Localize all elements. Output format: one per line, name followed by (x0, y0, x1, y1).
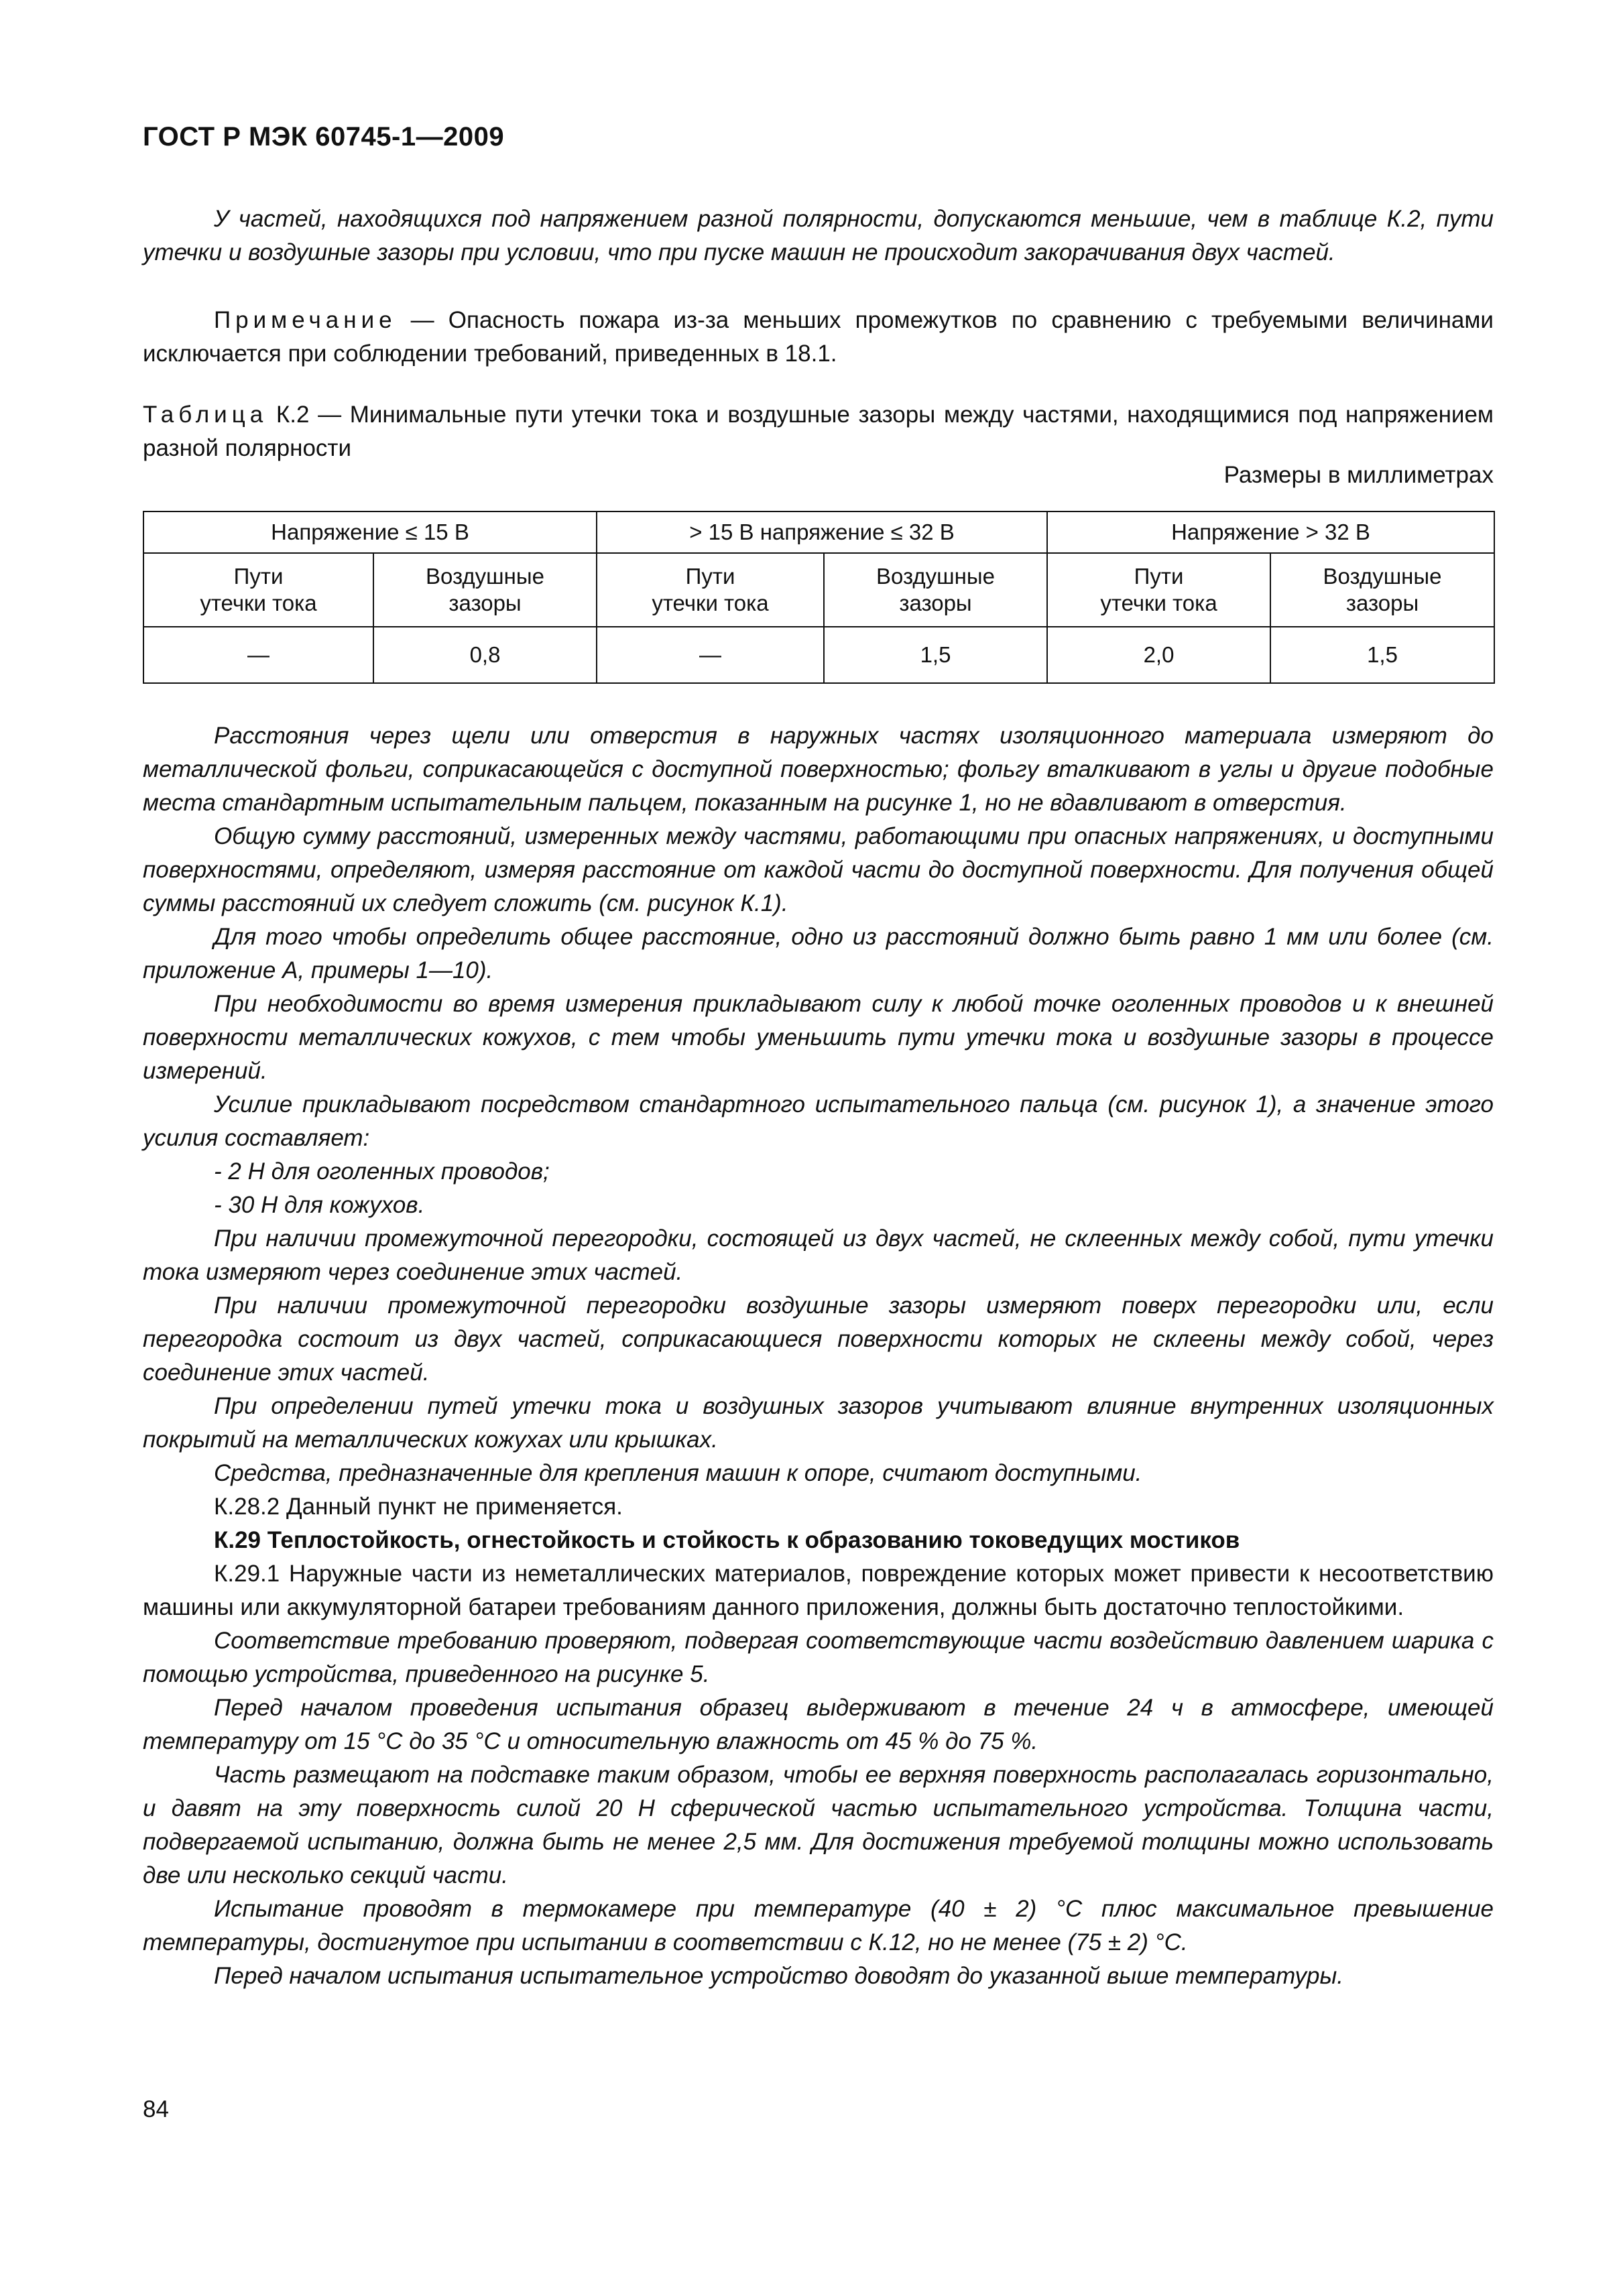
document-page (143, 0, 1494, 2296)
body-paragraph: Испытание проводят в термокамере при температуре (40 ± 2) °С плюс максимальное превышение температуры, достигнутое при испытании в соответствии с К.12, но не менее (75 ± 2) °С. (143, 1896, 1494, 1955)
body-paragraph: При наличии промежуточной перегородки воздушные зазоры измеряют поверх перегородки или, если перегородка состоит из двух частей, соприкасающиеся поверхности которых не склеены между собой, через соединение этих частей. (143, 1292, 1494, 1386)
table-caption (143, 398, 1494, 465)
body-text (143, 719, 1494, 1993)
table-units: Размеры в миллиметрах (1223, 462, 1494, 488)
page-number: 84 (143, 2096, 169, 2122)
body-paragraph: Перед началом проведения испытания образец выдерживают в течение 24 ч в атмосфере, имеющей температуру от 15 °С до 35 °С и относительную влажность от 45 % до 75 %. (143, 1695, 1494, 1754)
table-cell: 1,5 (1270, 627, 1494, 683)
section-heading: К.29 Теплостойкость, огнестойкость и стойкость к образованию токоведущих мостиков (214, 1527, 1240, 1553)
document-header: ГОСТ Р МЭК 60745-1—2009 (143, 122, 505, 152)
table-subheader-clearance: Воздушные зазоры (824, 553, 1047, 627)
body-paragraph: К.29.1 Наружные части из неметаллических материалов, повреждение которых может привести к несоответствию машины или аккумуляторной батареи требованиям данного приложения, должны быть достаточно теплостойкими. (143, 1561, 1494, 1620)
note-paragraph (143, 304, 1494, 371)
table-caption-label: Таблица (143, 402, 268, 428)
body-paragraph: Общую сумму расстояний, измеренных между частями, работающими при опасных напряжениях, и доступными поверхностями, определяют, измеряя расстояние от каждой части до доступной поверхности. Для получения общей суммы расстояний их следует сложить (см. рисунок К.1). (143, 823, 1494, 916)
body-list-item: - 30 Н для кожухов. (214, 1192, 425, 1218)
table-subheader-creepage: Пути утечки тока (597, 553, 824, 627)
body-paragraph: Усилие прикладывают посредством стандартного испытательного пальца (см. рисунок 1), а значение этого усилия составляет: (143, 1091, 1494, 1151)
body-paragraph: Средства, предназначенные для крепления машин к опоре, считают доступными. (214, 1460, 1142, 1486)
table-group-header: Напряжение ≤ 15 В (143, 511, 597, 553)
table-subheader-creepage: Пути утечки тока (1047, 553, 1270, 627)
table-cell: 2,0 (1047, 627, 1270, 683)
note-text: — Опасность пожара из-за меньших промежутков по сравнению с требуемыми величинами исключается при соблюдении требований, приведенных в 18.1. (143, 307, 1494, 367)
table-group-header: > 15 В напряжение ≤ 32 В (597, 511, 1047, 553)
body-paragraph: Перед началом испытания испытательное устройство доводят до указанной выше температуры. (214, 1963, 1343, 1989)
clearance-table (143, 511, 1495, 684)
body-paragraph: При наличии промежуточной перегородки, состоящей из двух частей, не склеенных между собой, пути утечки тока измеряют через соединение этих частей. (143, 1225, 1494, 1285)
table-row (143, 627, 1494, 683)
body-paragraph: Часть размещают на подставке таким образом, чтобы ее верхняя поверхность располагалась горизонтально, и давят на эту поверхность силой 20 Н сферической частью испытательного устройства. Толщина части, подвергаемой испытанию, должна быть не менее 2,5 мм. Для достижения требуемой толщины можно использовать две или несколько секций части. (143, 1762, 1494, 1888)
body-paragraph: К.28.2 Данный пункт не применяется. (214, 1494, 623, 1520)
body-paragraph: Для того чтобы определить общее расстояние, одно из расстояний должно быть равно 1 мм или более (см. приложение А, примеры 1—10). (143, 924, 1494, 983)
table-subheader-clearance: Воздушные зазоры (373, 553, 597, 627)
table-group-row (143, 511, 1494, 553)
note-label: Примечание (214, 307, 397, 333)
body-list-item: - 2 Н для оголенных проводов; (214, 1158, 550, 1185)
intro-paragraph: У частей, находящихся под напряжением разной полярности, допускаются меньшие, чем в таблице К.2, пути утечки и воздушные зазоры при условии, что при пуске машин не происходит закорачивания двух частей. (143, 206, 1494, 265)
table-cell: 0,8 (373, 627, 597, 683)
table-cell: — (143, 627, 373, 683)
body-paragraph: При необходимости во время измерения прикладывают силу к любой точке оголенных проводов и к внешней поверхности металлических кожухов, с тем чтобы уменьшить пути утечки тока и воздушные зазоры в процессе измерений. (143, 991, 1494, 1084)
table-cell: 1,5 (824, 627, 1047, 683)
table-caption-text: К.2 — Минимальные пути утечки тока и воздушные зазоры между частями, находящимися под напряжением разной полярности (143, 402, 1494, 461)
body-paragraph: При определении путей утечки тока и воздушных зазоров учитывают влияние внутренних изоляционных покрытий на металлических кожухах или крышках. (143, 1393, 1494, 1453)
body-paragraph: Соответствие требованию проверяют, подвергая соответствующие части воздействию давлением шарика с помощью устройства, приведенного на рисунке 5. (143, 1628, 1494, 1687)
table-subheader-clearance: Воздушные зазоры (1270, 553, 1494, 627)
table-subheader-creepage: Пути утечки тока (143, 553, 373, 627)
table-subheader-row (143, 553, 1494, 627)
body-paragraph: Расстояния через щели или отверстия в наружных частях изоляционного материала измеряют до металлической фольги, соприкасающейся с доступной поверхностью; фольгу вталкивают в углы и другие подобные места стандартным испытательным пальцем, показанным на рисунке 1, но не вдавливают в отверстия. (143, 723, 1494, 816)
table-group-header: Напряжение > 32 В (1047, 511, 1494, 553)
table-cell: — (597, 627, 824, 683)
